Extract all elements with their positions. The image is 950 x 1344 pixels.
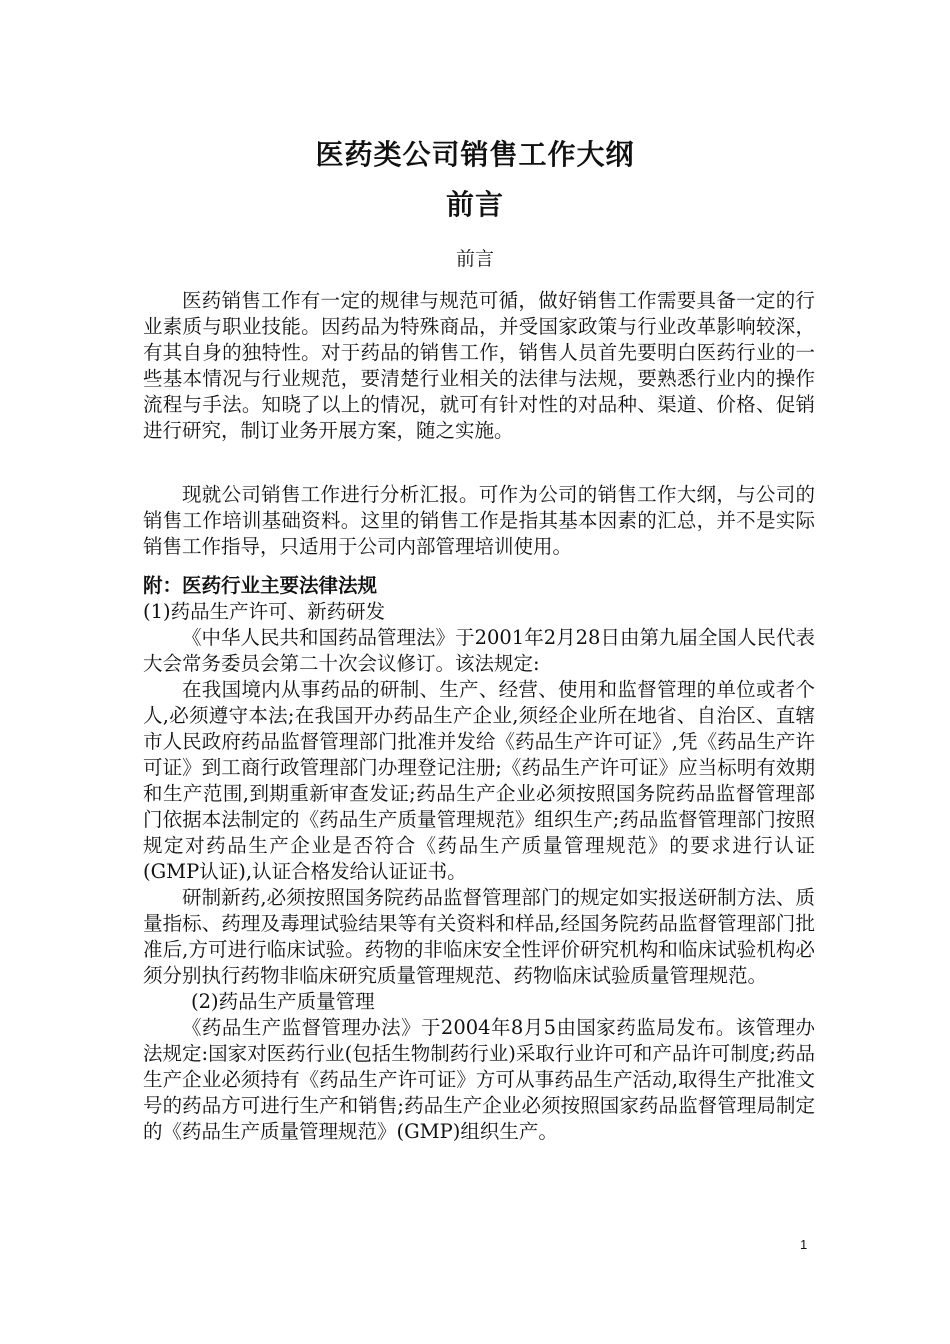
item2-heading: (2)药品生产质量管理 bbox=[191, 990, 375, 1013]
section-label: 前言 bbox=[455, 248, 494, 270]
intro-paragraph-2-block bbox=[143, 482, 815, 560]
item1-paragraph-3: 研制新药,必须按照国务院药品监督管理部门的规定如实报送研制方法、质量指标、药理及毒理试验结果等有关资料和样品,经国务院药品监督管理部门批准后,方可进行临床试验。药物的非临床安全性评价研究机构和临床试验机构必须分别执行药物非临床研究质量管理规范、药物临床试验质量管理规范。 bbox=[143, 886, 815, 987]
appendix-heading: 附：医药行业主要法律法规 bbox=[143, 574, 378, 597]
item2-paragraph-1: 《药品生产监督管理办法》于2004年8月5由国家药监局发布。该管理办法规定:国家对医药行业(包括生物制药行业)采取行业许可和产品许可制度;药品生产企业必须持有《药品生产许可证》方可从事药品生产活动,取得生产批准文号的药品方可进行生产和销售;药品生产企业必须按照国家药品监督管理局制定的《药品生产质量管理规范》(GMP)组织生产。 bbox=[143, 1016, 815, 1143]
intro-paragraph-2: 现就公司销售工作进行分析汇报。可作为公司的销售工作大纲，与公司的销售工作培训基础资料。这里的销售工作是指其基本因素的汇总，并不是实际销售工作指导，只适用于公司内部管理培训使用。 bbox=[143, 483, 815, 558]
page-number: 1 bbox=[800, 1237, 808, 1252]
item1-heading: (1)药品生产许可、新药研发 bbox=[143, 600, 386, 623]
item1-paragraph-1: 《中华人民共和国药品管理法》于2001年2月28日由第九届全国人民代表大会常务委员会第二十次会议修订。该法规定: bbox=[143, 626, 815, 675]
document-title: 医药类公司销售工作大纲 bbox=[315, 138, 635, 171]
item1-paragraph-2: 在我国境内从事药品的研制、生产、经营、使用和监督管理的单位或者个人,必须遵守本法;在我国开办药品生产企业,须经企业所在地省、自治区、直辖市人民政府药品监督管理部门批准并发给《药品生产许可证》,凭《药品生产许可证》到工商行政管理部门办理登记注册;《药品生产许可证》应当标明有效期和生产范围,到期重新审查发证;药品生产企业必须按照国务院药品监督管理部门依据本法制定的《药品生产质量管理规范》组织生产;药品监督管理部门按照规定对药品生产企业是否符合《药品生产质量管理规范》的要求进行认证(GMP认证),认证合格发给认证证书。 bbox=[143, 678, 815, 883]
intro-paragraph-1: 医药销售工作有一定的规律与规范可循，做好销售工作需要具备一定的行业素质与职业技能。因药品为特殊商品，并受国家政策与行业改革影响较深，有其自身的独特性。对于药品的销售工作，销售人员首先要明白医药行业的一些基本情况与行业规范，要清楚行业相关的法律与法规，要熟悉行业内的操作流程与手法。知晓了以上的情况，就可有针对性的对品种、渠道、价格、促销进行研究，制订业务开展方案，随之实施。 bbox=[143, 289, 815, 442]
document-subtitle: 前言 bbox=[445, 188, 504, 221]
intro-paragraph-1-block bbox=[143, 288, 815, 444]
appendix-section bbox=[143, 573, 815, 1145]
